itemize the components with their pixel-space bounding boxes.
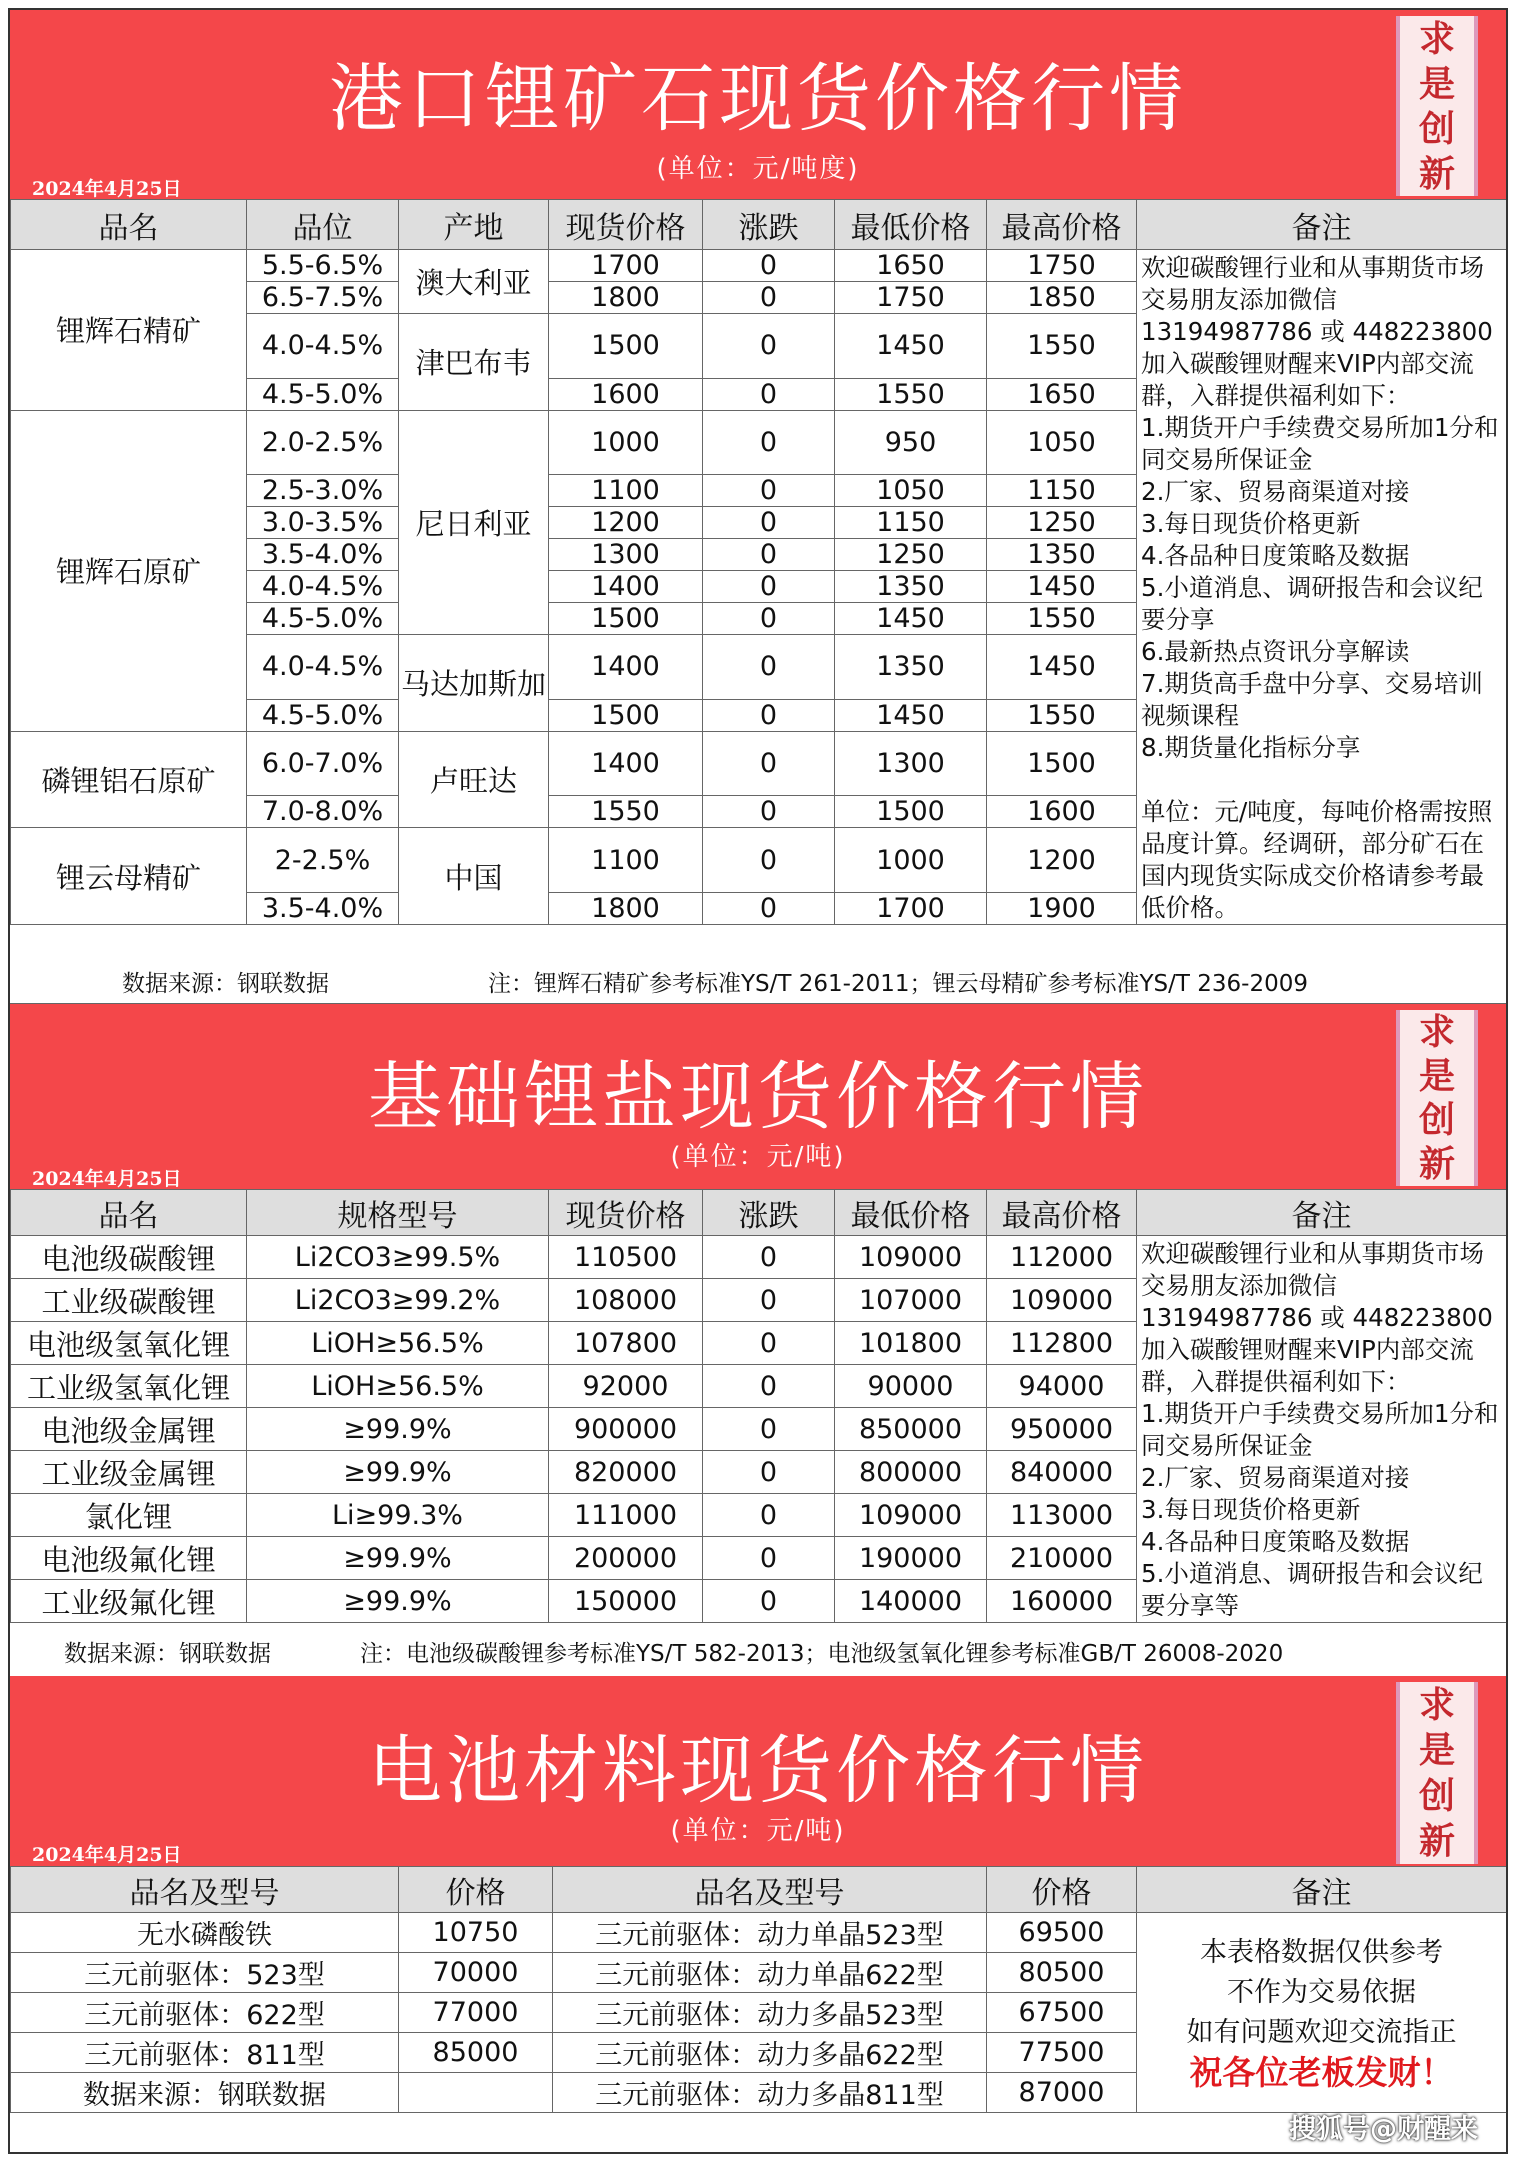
remark-line: 加入碳酸锂财醒来VIP内部交流群，入群提供福利如下： [1141, 349, 1474, 410]
stamp-icon: 求 是 创 新 [1396, 1682, 1478, 1864]
table-row [11, 1236, 1507, 1279]
price-cell: 0 [703, 635, 835, 700]
standard-note: 注：锂辉石精矿参考标准YS/T 261-2011；锂云母精矿参考标准YS/T 236-2009 [488, 971, 1308, 997]
price-cell: 101800 [835, 1322, 987, 1365]
price-cell: 1600 [987, 796, 1137, 828]
price-cell: 1400 [549, 635, 703, 700]
product-name-cell: 三元前驱体：523型 [11, 1953, 399, 1993]
price-cell: 1500 [987, 731, 1137, 796]
price-cell: 1550 [835, 378, 987, 410]
price-cell: 1250 [835, 539, 987, 571]
product-name-cell: 无水磷酸铁 [11, 1913, 399, 1953]
product-name-cell: 锂云母精矿 [11, 828, 247, 925]
price-cell: 77000 [399, 1993, 553, 2033]
price-cell: 1400 [549, 571, 703, 603]
remarks-cell [1137, 1236, 1507, 1623]
price-cell: 1900 [987, 893, 1137, 925]
grade-cell: 7.0-8.0% [247, 796, 399, 828]
price-cell: 0 [703, 1279, 835, 1322]
data-source: 数据来源：钢联数据 [64, 1641, 271, 1667]
remark-line: 6.最新热点资讯分享解读 [1141, 637, 1410, 666]
remark-line: 5.小道消息、调研报告和会议纪要分享 [1141, 573, 1483, 634]
price-cell: 0 [703, 796, 835, 828]
price-cell: 1100 [549, 828, 703, 893]
section3-unit: (单位：元/吨) [670, 1816, 846, 1846]
price-cell: 1450 [987, 571, 1137, 603]
col-header: 价格 [399, 1867, 553, 1913]
remark-line: 加入碳酸锂财醒来VIP内部交流群，入群提供福利如下： [1141, 1335, 1474, 1396]
remark-line: 8.期货量化指标分享 [1141, 733, 1361, 762]
price-cell: 1400 [549, 731, 703, 796]
price-cell: 140000 [835, 1580, 987, 1623]
product-name-cell: 工业级氟化锂 [11, 1580, 247, 1623]
product-name-cell: 电池级碳酸锂 [11, 1236, 247, 1279]
data-source: 数据来源：钢联数据 [122, 971, 329, 997]
price-cell: 820000 [549, 1451, 703, 1494]
grade-cell: 4.5-5.0% [247, 603, 399, 635]
col-header: 最低价格 [835, 200, 987, 250]
price-cell: 1800 [549, 893, 703, 925]
spec-cell: Li2CO3≥99.2% [247, 1279, 549, 1322]
col-header: 现货价格 [549, 200, 703, 250]
col-header: 最高价格 [987, 1190, 1137, 1236]
section3-title: 电池材料现货价格行情 [368, 1728, 1148, 1814]
remark-line: 本表格数据仅供参考 [1200, 1936, 1443, 1968]
price-cell: 1800 [549, 282, 703, 314]
spec-cell: LiOH≥56.5% [247, 1322, 549, 1365]
grade-cell: 3.5-4.0% [247, 539, 399, 571]
price-cell: 0 [703, 1408, 835, 1451]
price-cell: 1500 [835, 796, 987, 828]
product-name-cell: 锂辉石精矿 [11, 250, 247, 411]
product-name-cell: 三元前驱体：动力多晶622型 [553, 2033, 987, 2073]
remark-line: 3.每日现货价格更新 [1141, 509, 1361, 538]
watermark: 搜狐号@财醒来 [1289, 2114, 1478, 2145]
grade-cell: 3.5-4.0% [247, 893, 399, 925]
price-cell: 1450 [835, 314, 987, 379]
price-cell: 107000 [835, 1279, 987, 1322]
product-name-cell: 三元前驱体：动力多晶811型 [553, 2073, 987, 2113]
price-cell: 850000 [835, 1408, 987, 1451]
price-cell: 0 [703, 1537, 835, 1580]
price-cell: 1450 [835, 603, 987, 635]
remark-line: 不作为交易依据 [1227, 1976, 1416, 2008]
price-cell: 0 [703, 1451, 835, 1494]
grade-cell: 2.0-2.5% [247, 410, 399, 475]
col-header: 品名 [11, 1190, 247, 1236]
price-cell: 69500 [987, 1913, 1137, 1953]
price-cell: 110500 [549, 1236, 703, 1279]
remark-line: 13194987786 或 448223800 [1141, 1303, 1493, 1332]
grade-cell: 6.0-7.0% [247, 731, 399, 796]
price-cell: 1550 [987, 699, 1137, 731]
price-cell: 107800 [549, 1322, 703, 1365]
section3-date: 2024年4月25日 [32, 1844, 182, 1866]
grade-cell: 5.5-6.5% [247, 250, 399, 282]
price-cell [399, 2073, 553, 2113]
price-cell: 0 [703, 731, 835, 796]
price-cell: 77500 [987, 2033, 1137, 2073]
grade-cell: 4.0-4.5% [247, 635, 399, 700]
price-cell: 1300 [835, 731, 987, 796]
price-cell: 1750 [987, 250, 1137, 282]
section2-unit: (单位：元/吨) [670, 1142, 846, 1172]
product-name-cell: 三元前驱体：动力单晶622型 [553, 1953, 987, 1993]
spec-cell: Li2CO3≥99.5% [247, 1236, 549, 1279]
remarks-cell [1137, 1913, 1507, 2113]
spec-cell: ≥99.9% [247, 1580, 549, 1623]
grade-cell: 2-2.5% [247, 828, 399, 893]
remark-line: 2.厂家、贸易商渠道对接 [1141, 1463, 1410, 1492]
stamp-icon: 求 是 创 新 [1396, 1010, 1478, 1186]
price-cell: 0 [703, 699, 835, 731]
price-cell: 90000 [835, 1365, 987, 1408]
price-cell: 200000 [549, 1537, 703, 1580]
price-cell: 0 [703, 314, 835, 379]
product-name-cell: 三元前驱体：动力单晶523型 [553, 1913, 987, 1953]
price-cell: 950 [835, 410, 987, 475]
stamp-icon: 求 是 创 新 [1396, 16, 1478, 196]
remarks-cell [1137, 250, 1507, 925]
origin-cell: 马达加斯加 [399, 635, 549, 732]
col-header: 备注 [1137, 1190, 1507, 1236]
price-cell: 1000 [835, 828, 987, 893]
standard-note: 注：电池级碳酸锂参考标准YS/T 582-2013；电池级氢氧化锂参考标准GB/T 26008-2020 [360, 1641, 1284, 1667]
price-cell: 160000 [987, 1580, 1137, 1623]
price-cell: 1750 [835, 282, 987, 314]
section2-header [10, 1004, 1506, 1190]
price-cell: 1450 [835, 699, 987, 731]
spec-cell: Li≥99.3% [247, 1494, 549, 1537]
grade-cell: 6.5-7.5% [247, 282, 399, 314]
price-cell: 800000 [835, 1451, 987, 1494]
product-name-cell: 工业级金属锂 [11, 1451, 247, 1494]
grade-cell: 2.5-3.0% [247, 475, 399, 507]
product-name-cell: 三元前驱体：动力多晶523型 [553, 1993, 987, 2033]
product-name-cell: 工业级氢氧化锂 [11, 1365, 247, 1408]
price-cell: 0 [703, 571, 835, 603]
section1-footer [10, 965, 1506, 1004]
price-cell: 1650 [987, 378, 1137, 410]
col-header: 现货价格 [549, 1190, 703, 1236]
price-cell: 0 [703, 603, 835, 635]
section1-unit: (单位：元/吨度) [656, 154, 860, 184]
table-row [11, 1913, 1507, 1953]
product-name-cell: 三元前驱体：811型 [11, 2033, 399, 2073]
price-cell: 70000 [399, 1953, 553, 1993]
price-cell: 1350 [835, 635, 987, 700]
lithium-ore-table [10, 199, 1507, 925]
col-header: 备注 [1137, 1867, 1507, 1913]
price-cell: 1700 [549, 250, 703, 282]
col-header: 品名及型号 [11, 1867, 399, 1913]
remark-line: 7.期货高手盘中分享、交易培训视频课程 [1141, 669, 1483, 730]
section2-date: 2024年4月25日 [32, 1168, 182, 1190]
origin-cell: 尼日利亚 [399, 410, 549, 635]
price-cell: 0 [703, 410, 835, 475]
price-cell: 900000 [549, 1408, 703, 1451]
price-cell: 1300 [549, 539, 703, 571]
price-cell: 1150 [987, 475, 1137, 507]
remark-line: 1.期货开户手续费交易所加1分和同交易所保证金 [1141, 413, 1499, 474]
col-header: 涨跌 [703, 200, 835, 250]
price-cell: 67500 [987, 1993, 1137, 2033]
col-header: 品名及型号 [553, 1867, 987, 1913]
price-cell: 92000 [549, 1365, 703, 1408]
price-cell: 0 [703, 893, 835, 925]
price-cell: 112800 [987, 1322, 1137, 1365]
grade-cell: 3.0-3.5% [247, 507, 399, 539]
price-cell: 113000 [987, 1494, 1137, 1537]
origin-cell: 中国 [399, 828, 549, 925]
grade-cell: 4.0-4.5% [247, 571, 399, 603]
price-cell: 1350 [987, 539, 1137, 571]
remark-line: 4.各品种日度策略及数据 [1141, 1527, 1410, 1556]
price-cell: 1550 [987, 603, 1137, 635]
grade-cell: 4.5-5.0% [247, 699, 399, 731]
price-cell: 0 [703, 1494, 835, 1537]
price-cell: 1250 [987, 507, 1137, 539]
spec-cell: ≥99.9% [247, 1537, 549, 1580]
price-cell: 0 [703, 1580, 835, 1623]
remark-line: 13194987786 或 448223800 [1141, 317, 1493, 346]
remark-line: 欢迎碳酸锂行业和从事期货市场交易朋友添加微信 [1141, 1239, 1484, 1300]
price-cell: 0 [703, 1236, 835, 1279]
product-name-cell: 锂辉石原矿 [11, 410, 247, 731]
table-header-row [11, 1190, 1507, 1236]
product-name-cell: 电池级氟化锂 [11, 1537, 247, 1580]
remark-line: 1.期货开户手续费交易所加1分和同交易所保证金 [1141, 1399, 1499, 1460]
product-name-cell: 磷锂铝石原矿 [11, 731, 247, 828]
price-cell: 111000 [549, 1494, 703, 1537]
price-cell: 1050 [987, 410, 1137, 475]
price-cell: 0 [703, 475, 835, 507]
product-name-cell: 三元前驱体：622型 [11, 1993, 399, 2033]
spec-cell: LiOH≥56.5% [247, 1365, 549, 1408]
section1-title: 港口锂矿石现货价格行情 [329, 56, 1187, 142]
price-cell: 0 [703, 828, 835, 893]
remark-line: 2.厂家、贸易商渠道对接 [1141, 477, 1410, 506]
table-row [11, 250, 1507, 282]
remark-line: 欢迎碳酸锂行业和从事期货市场交易朋友添加微信 [1141, 253, 1484, 314]
table-header-row [11, 1867, 1507, 1913]
section3-header [10, 1676, 1506, 1867]
product-name-cell: 数据来源：钢联数据 [11, 2073, 399, 2113]
grade-cell: 4.0-4.5% [247, 314, 399, 379]
product-name-cell: 电池级氢氧化锂 [11, 1322, 247, 1365]
price-cell: 109000 [835, 1236, 987, 1279]
price-cell: 950000 [987, 1408, 1137, 1451]
price-cell: 0 [703, 539, 835, 571]
price-cell: 94000 [987, 1365, 1137, 1408]
price-report-page [8, 8, 1508, 2154]
price-cell: 840000 [987, 1451, 1137, 1494]
price-cell: 1200 [987, 828, 1137, 893]
battery-material-table [10, 1866, 1507, 2113]
col-header: 最低价格 [835, 1190, 987, 1236]
remark-line [1141, 764, 1502, 796]
price-cell: 1050 [835, 475, 987, 507]
price-cell: 1500 [549, 314, 703, 379]
price-cell: 1350 [835, 571, 987, 603]
price-cell: 0 [703, 250, 835, 282]
price-cell: 1450 [987, 635, 1137, 700]
price-cell: 1650 [835, 250, 987, 282]
origin-cell: 津巴布韦 [399, 314, 549, 411]
col-header: 最高价格 [987, 200, 1137, 250]
price-cell: 112000 [987, 1236, 1137, 1279]
price-cell: 1700 [835, 893, 987, 925]
price-cell: 1000 [549, 410, 703, 475]
price-cell: 0 [703, 507, 835, 539]
price-cell: 85000 [399, 2033, 553, 2073]
price-cell: 0 [703, 1322, 835, 1365]
table-header-row [11, 200, 1507, 250]
col-header: 品名 [11, 200, 247, 250]
section1-date: 2024年4月25日 [32, 178, 182, 200]
price-cell: 1550 [987, 314, 1137, 379]
price-cell: 150000 [549, 1580, 703, 1623]
price-cell: 109000 [835, 1494, 987, 1537]
price-cell: 0 [703, 282, 835, 314]
price-cell: 87000 [987, 2073, 1137, 2113]
lithium-salt-table [10, 1189, 1507, 1623]
col-header: 备注 [1137, 200, 1507, 250]
price-cell: 10750 [399, 1913, 553, 1953]
col-header: 价格 [987, 1867, 1137, 1913]
price-cell: 190000 [835, 1537, 987, 1580]
col-header: 规格型号 [247, 1190, 549, 1236]
price-cell: 1150 [835, 507, 987, 539]
price-cell: 1500 [549, 603, 703, 635]
price-cell: 210000 [987, 1537, 1137, 1580]
price-cell: 109000 [987, 1279, 1137, 1322]
price-cell: 80500 [987, 1953, 1137, 1993]
grade-cell: 4.5-5.0% [247, 378, 399, 410]
price-cell: 108000 [549, 1279, 703, 1322]
col-header: 涨跌 [703, 1190, 835, 1236]
remark-line: 4.各品种日度策略及数据 [1141, 541, 1410, 570]
remark-line: 如有问题欢迎交流指正 [1186, 2016, 1457, 2048]
col-header: 品位 [247, 200, 399, 250]
price-cell: 0 [703, 378, 835, 410]
price-cell: 1200 [549, 507, 703, 539]
remark-line: 5.小道消息、调研报告和会议纪要分享等 [1141, 1559, 1483, 1620]
section1-header [10, 10, 1506, 200]
section2-title: 基础锂盐现货价格行情 [368, 1054, 1148, 1140]
greeting-highlight: 祝各位老板发财！ [1189, 2052, 1454, 2092]
col-header: 产地 [399, 200, 549, 250]
price-cell: 1500 [549, 699, 703, 731]
price-cell: 1100 [549, 475, 703, 507]
spec-cell: ≥99.9% [247, 1408, 549, 1451]
remark-line: 3.每日现货价格更新 [1141, 1495, 1361, 1524]
origin-cell: 卢旺达 [399, 731, 549, 828]
section2-footer [10, 1634, 1506, 1674]
spec-cell: ≥99.9% [247, 1451, 549, 1494]
remark-line: 单位：元/吨度，每吨价格需按照品度计算。经调研，部分矿石在国内现货实际成交价格请参考最低价格。 [1141, 797, 1493, 922]
product-name-cell: 电池级金属锂 [11, 1408, 247, 1451]
price-cell: 1850 [987, 282, 1137, 314]
product-name-cell: 氯化锂 [11, 1494, 247, 1537]
price-cell: 1600 [549, 378, 703, 410]
origin-cell: 澳大利亚 [399, 250, 549, 314]
price-cell: 0 [703, 1365, 835, 1408]
price-cell: 1550 [549, 796, 703, 828]
product-name-cell: 工业级碳酸锂 [11, 1279, 247, 1322]
